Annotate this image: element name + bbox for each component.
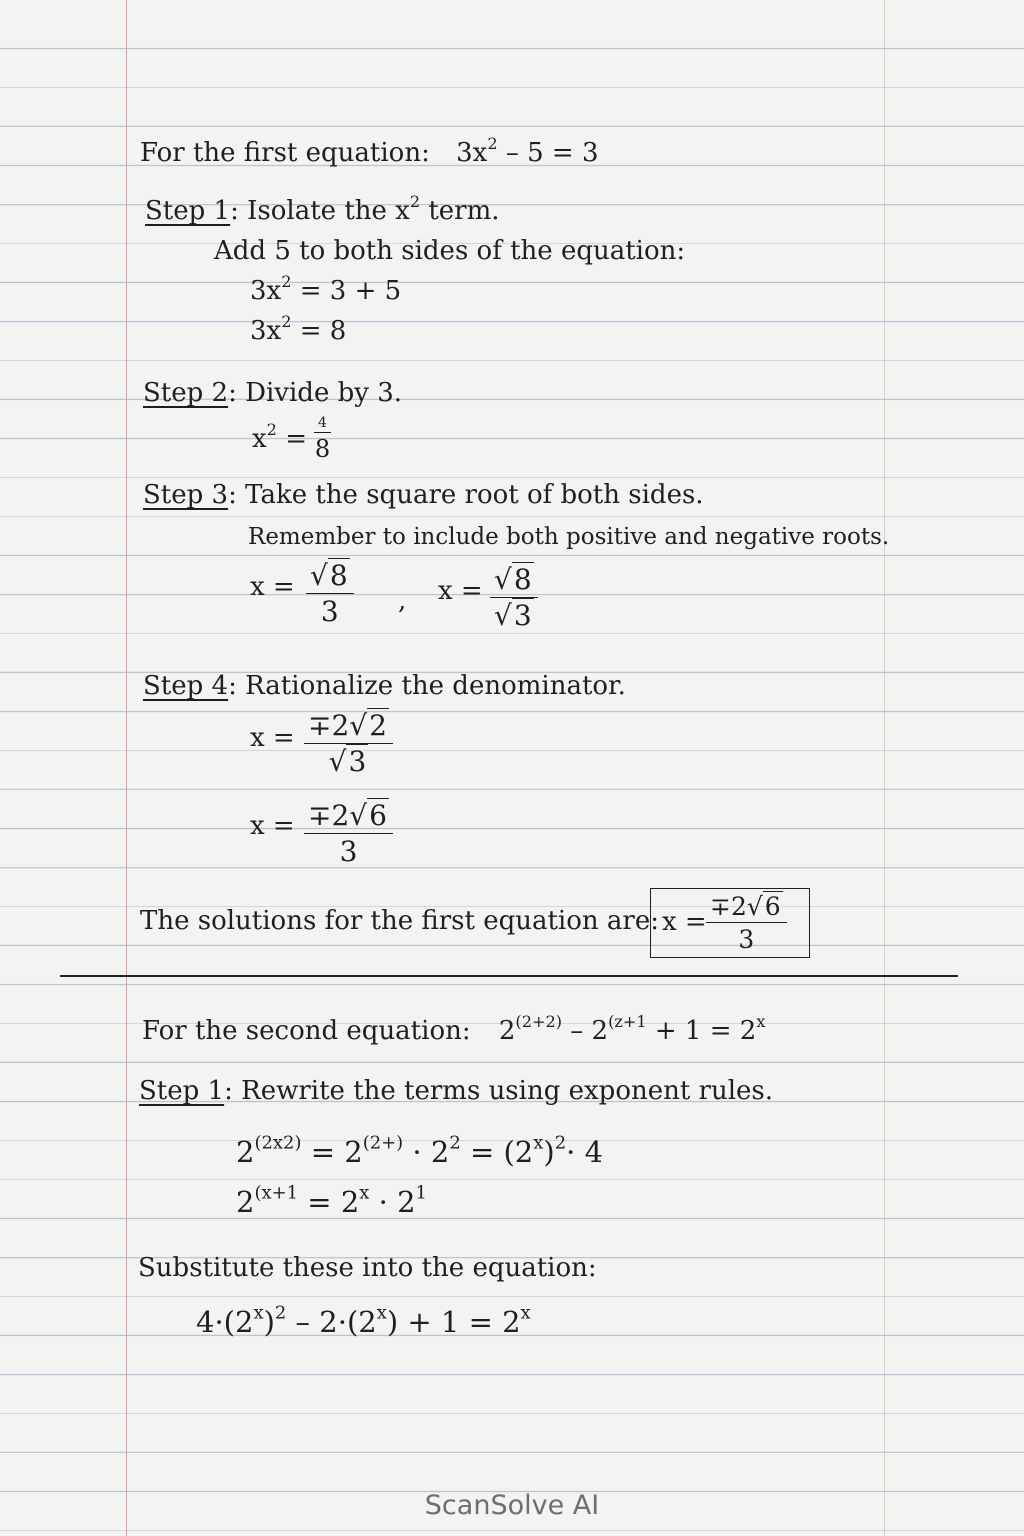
step1-sub: Add 5 to both sides of the equation:: [214, 236, 686, 266]
eq1-step1-line: Step 1: Isolate the $x^2$ term.: [145, 191, 500, 226]
step2-lhs: $x^2$ =: [252, 419, 307, 454]
eq1-equation: $3x^2 - 5 = 3$: [456, 133, 599, 168]
eq2-intro-line: [142, 1011, 766, 1046]
step4-label: Step 4: [143, 671, 229, 701]
step3-sol2-fraction: $\frac{√8}{√3}$: [490, 566, 538, 630]
answer-lhs: x =: [662, 907, 707, 937]
eq2-step1-line: Step 1: Rewrite the terms using exponent rules.: [139, 1076, 774, 1106]
eq1-step4-line: Step 4: Rationalize the denominator.: [143, 671, 626, 701]
step3-label: Step 3: [143, 480, 229, 510]
eq2-equation: $2^{(2+2)} - 2^{(z+1} + 1 = 2^x$: [498, 1011, 766, 1046]
eq1-intro: For the first equation:: [140, 138, 430, 168]
step3-sub: Remember to include both positive and negative roots.: [248, 524, 890, 550]
eq2-step1-l2: $2^{(x+1} = 2^x \cdot 2^1$: [236, 1182, 427, 1219]
right-margin-line: [884, 0, 885, 1536]
answer-fraction: $\frac{\mp 2√6}{3}$: [706, 894, 787, 952]
step3-sol1-lhs: x =: [250, 572, 295, 602]
step4-r2-fraction: $\frac{\mp 2√6}{3}$: [304, 802, 393, 866]
footer-watermark: ScanSolve AI: [424, 1490, 600, 1521]
section-divider: [60, 975, 958, 977]
step4-r1-lhs: x =: [250, 723, 295, 753]
step2-label: Step 2: [143, 378, 229, 408]
step3-sol1-fraction: $\frac{√8}{3}$: [306, 562, 354, 626]
eq2-substitute: Substitute these into the equation:: [138, 1253, 597, 1283]
eq2-intro: For the second equation:: [142, 1016, 471, 1046]
step1-line2: $3x^2 = 8$: [250, 311, 347, 346]
eq1-intro-line: [140, 133, 599, 168]
left-margin-line: [126, 0, 127, 1536]
eq2-step1-label: Step 1: [139, 1076, 225, 1106]
eq1-conclusion: The solutions for the first equation are:: [140, 906, 659, 936]
step1-line1: $3x^2 = 3 + 5$: [250, 271, 402, 306]
step4-r2-lhs: x =: [250, 811, 295, 841]
step2-fraction: 4 8: [314, 415, 331, 463]
step1-label: Step 1: [145, 196, 231, 226]
eq1-step2-line: Step 2: Divide by 3.: [143, 378, 402, 408]
step3-separator: ,: [398, 586, 407, 616]
eq1-step3-line: Step 3: Take the square root of both sides.: [143, 480, 704, 510]
step4-r1-fraction: $\frac{\mp 2√2}{√3}$: [304, 712, 393, 776]
eq2-step1-l1: $2^{(2x2)} = 2^{(2+)} \cdot 2^2 = (2^x)^2\cdot 4$: [236, 1132, 604, 1169]
eq2-final: $4\cdot(2^x)^2 - 2\cdot(2^x) + 1 = 2^x$: [196, 1302, 531, 1339]
step3-sol2-lhs: x =: [438, 576, 483, 606]
